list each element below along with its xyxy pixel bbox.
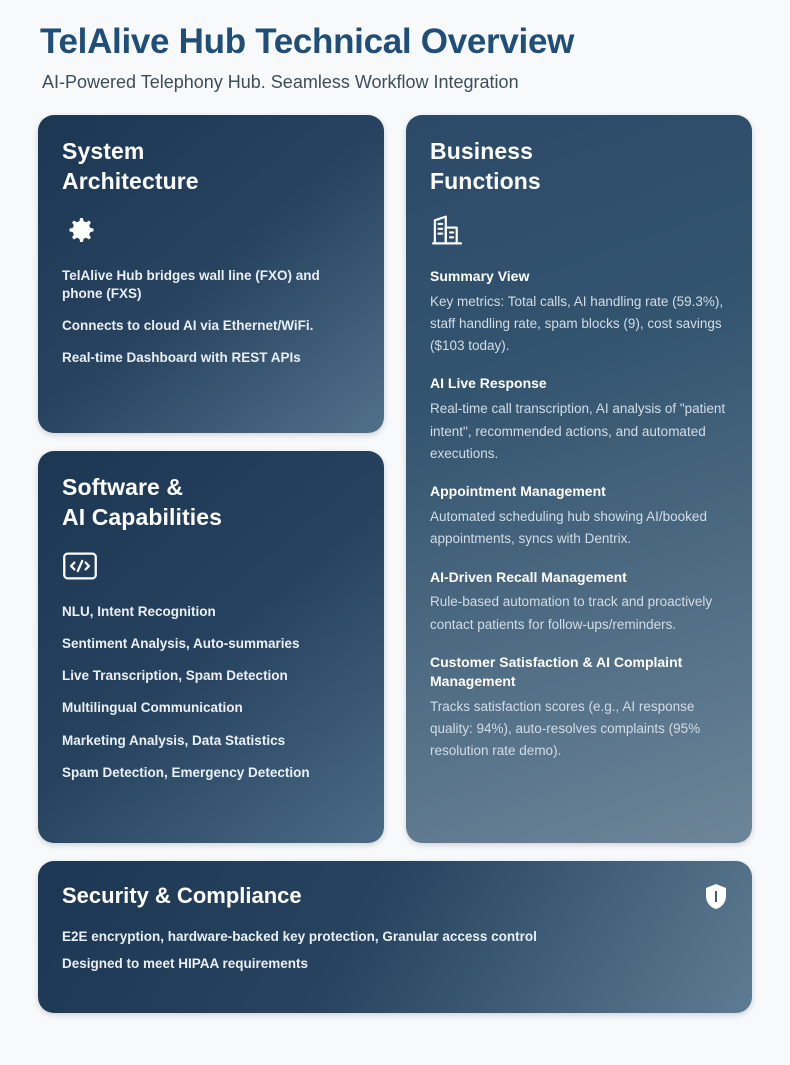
list-item: Spam Detection, Emergency Detection: [62, 764, 310, 780]
shield-icon: [704, 883, 728, 911]
list-item: [430, 482, 728, 550]
section-heading: Appointment Management: [430, 483, 606, 500]
list-item: [430, 267, 728, 358]
card-title-line2: Architecture: [62, 167, 199, 194]
card-business-functions: [406, 115, 752, 843]
section-heading: Summary View: [430, 267, 530, 284]
list-item: Connects to cloud AI via Ethernet/WiFi.: [62, 318, 314, 334]
list-item: [430, 568, 728, 636]
security-line-list: [62, 929, 728, 971]
page-subtitle: AI-Powered Telephony Hub. Seamless Workflow Integration: [42, 72, 519, 92]
section-heading: AI Live Response: [430, 375, 547, 392]
card-title-line1: Software &: [62, 474, 184, 500]
left-column: [38, 115, 384, 843]
list-item: Multilingual Communication: [62, 700, 243, 716]
section-body: Key metrics: Total calls, AI handling rate (59.3%), staff handling rate, spam blocks (9), cost savings ($103 today).: [430, 293, 724, 354]
list-item: Sentiment Analysis, Auto-summaries: [62, 636, 300, 651]
business-section-list: [430, 267, 728, 763]
card-title-line2: AI Capabilities: [62, 503, 222, 530]
card-title-software: [62, 473, 360, 533]
card-title-system-architecture: [62, 137, 360, 197]
list-item: E2E encryption, hardware-backed key protection, Granular access control: [62, 929, 537, 944]
section-body: Rule-based automation to track and proactively contact patients for follow-ups/reminders.: [430, 594, 713, 632]
card-software-ai-capabilities: [38, 451, 384, 843]
list-item: [430, 653, 728, 763]
card-title-security: Security & Compliance: [62, 883, 302, 908]
card-security-compliance: [38, 861, 752, 1013]
card-title-business: [430, 137, 728, 197]
card-columns: [38, 115, 752, 843]
list-item: Live Transcription, Spam Detection: [62, 668, 288, 684]
card-system-architecture: [38, 115, 384, 433]
code-brackets-icon: [62, 549, 360, 583]
list-item: [430, 374, 728, 465]
card-title-line2: Functions: [430, 167, 541, 194]
list-item: TelAlive Hub bridges wall line (FXO) and phone (FXS): [62, 267, 320, 301]
security-header: [62, 883, 728, 911]
card-title-line1: System: [62, 138, 145, 164]
gear-icon: [62, 213, 360, 247]
section-body: Real-time call transcription, AI analysis of "patient intent", recommended actions, and automated executions.: [430, 401, 726, 461]
section-heading: AI-Driven Recall Management: [430, 568, 627, 585]
section-body: Automated scheduling hub showing AI/booked appointments, syncs with Dentrix.: [430, 509, 707, 547]
right-column: [406, 115, 752, 843]
software-bullet-list: [62, 603, 360, 782]
section-heading: Customer Satisfaction & AI Complaint Management: [430, 654, 683, 689]
card-title-line1: Business: [430, 138, 534, 164]
building-chart-icon: [430, 213, 728, 247]
section-body: Tracks satisfaction scores (e.g., AI response quality: 94%), auto-resolves complaints (95% resolution rate demo).: [430, 698, 701, 759]
list-item: Marketing Analysis, Data Statistics: [62, 732, 286, 748]
page-title: TelAlive Hub Technical Overview: [40, 22, 575, 61]
architecture-bullet-list: [62, 267, 360, 368]
list-item: Designed to meet HIPAA requirements: [62, 956, 309, 971]
list-item: NLU, Intent Recognition: [62, 603, 216, 619]
list-item: Real-time Dashboard with REST APIs: [62, 350, 301, 366]
